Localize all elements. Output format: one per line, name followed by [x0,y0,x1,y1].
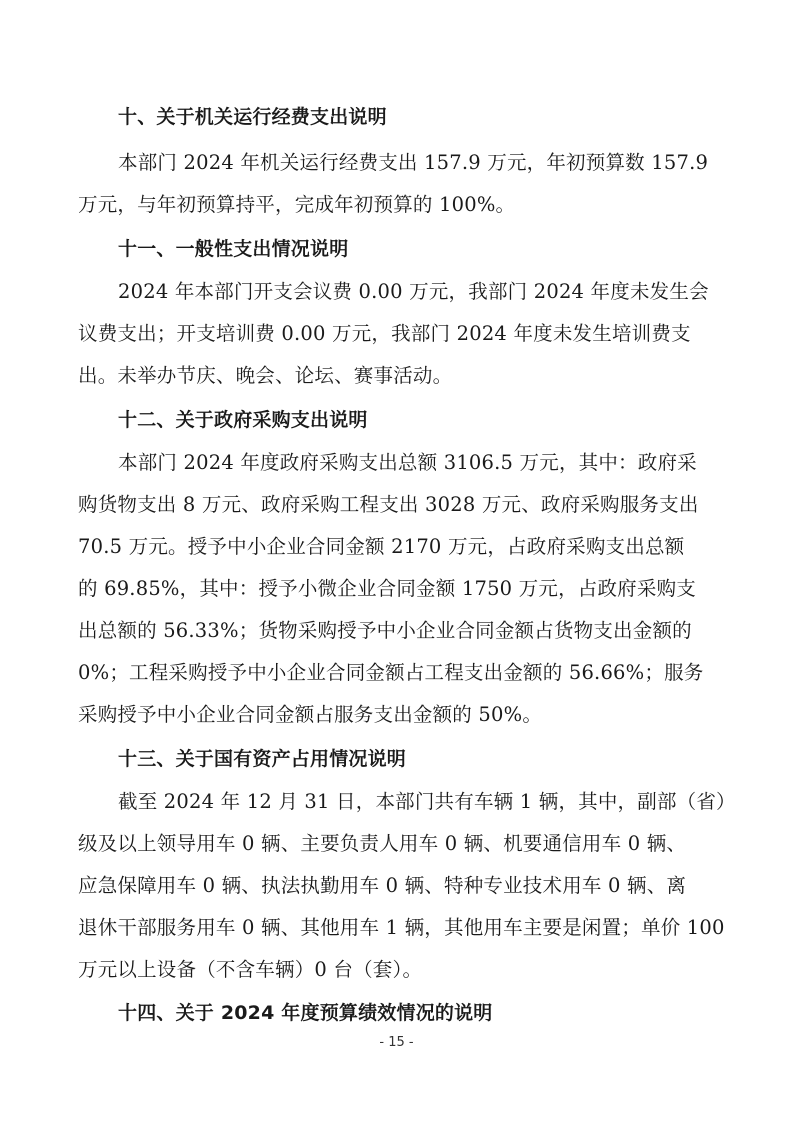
paragraph-line: 本部门 2024 年机关运行经费支出 157.9 万元，年初预算数 157.9 [118,151,709,174]
paragraph-line: 出。未举办节庆、晚会、论坛、赛事活动。 [78,364,453,387]
paragraph-line: 采购授予中小企业合同金额占服务支出金额的 50%。 [78,703,543,726]
page-number: - 15 - [379,1035,414,1050]
section-heading-10: 十、关于机关运行经费支出说明 [118,106,387,128]
paragraph-line: 截至 2024 年 12 月 31 日，本部门共有车辆 1 辆，其中，副部（省） [118,790,736,813]
paragraph-line: 2024 年本部门开支会议费 0.00 万元，我部门 2024 年度未发生会 [118,280,709,303]
paragraph-line: 万元以上设备（不含车辆）0 台（套）。 [78,958,423,981]
paragraph-line: 本部门 2024 年度政府采购支出总额 3106.5 万元，其中：政府采 [118,451,697,474]
section-heading-11: 十一、一般性支出情况说明 [118,238,349,260]
paragraph-line: 出总额的 56.33%；货物采购授予中小企业合同金额占货物支出金额的 [78,619,692,642]
section-heading-12: 十二、关于政府采购支出说明 [118,409,368,431]
paragraph-line: 购货物支出 8 万元、政府采购工程支出 3028 万元、政府采购服务支出 [78,493,699,516]
section-heading-14: 十四、关于 2024 年度预算绩效情况的说明 [118,1002,493,1024]
section-heading-13: 十三、关于国有资产占用情况说明 [118,748,407,770]
paragraph-line: 的 69.85%，其中：授予小微企业合同金额 1750 万元，占政府采购支 [78,577,696,600]
paragraph-line: 万元，与年初预算持平，完成年初预算的 100%。 [78,193,516,216]
paragraph-line: 应急保障用车 0 辆、执法执勤用车 0 辆、特种专业技术用车 0 辆、离 [78,874,687,897]
paragraph-line: 退休干部服务用车 0 辆、其他用车 1 辆，其他用车主要是闲置；单价 100 [78,916,725,939]
paragraph-line: 0%；工程采购授予中小企业合同金额占工程支出金额的 56.66%；服务 [78,661,704,684]
paragraph-line: 70.5 万元。授予中小企业合同金额 2170 万元，占政府采购支出总额 [78,535,685,558]
paragraph-line: 级及以上领导用车 0 辆、主要负责人用车 0 辆、机要通信用车 0 辆、 [78,832,687,855]
paragraph-line: 议费支出；开支培训费 0.00 万元，我部门 2024 年度未发生培训费支 [78,322,691,345]
